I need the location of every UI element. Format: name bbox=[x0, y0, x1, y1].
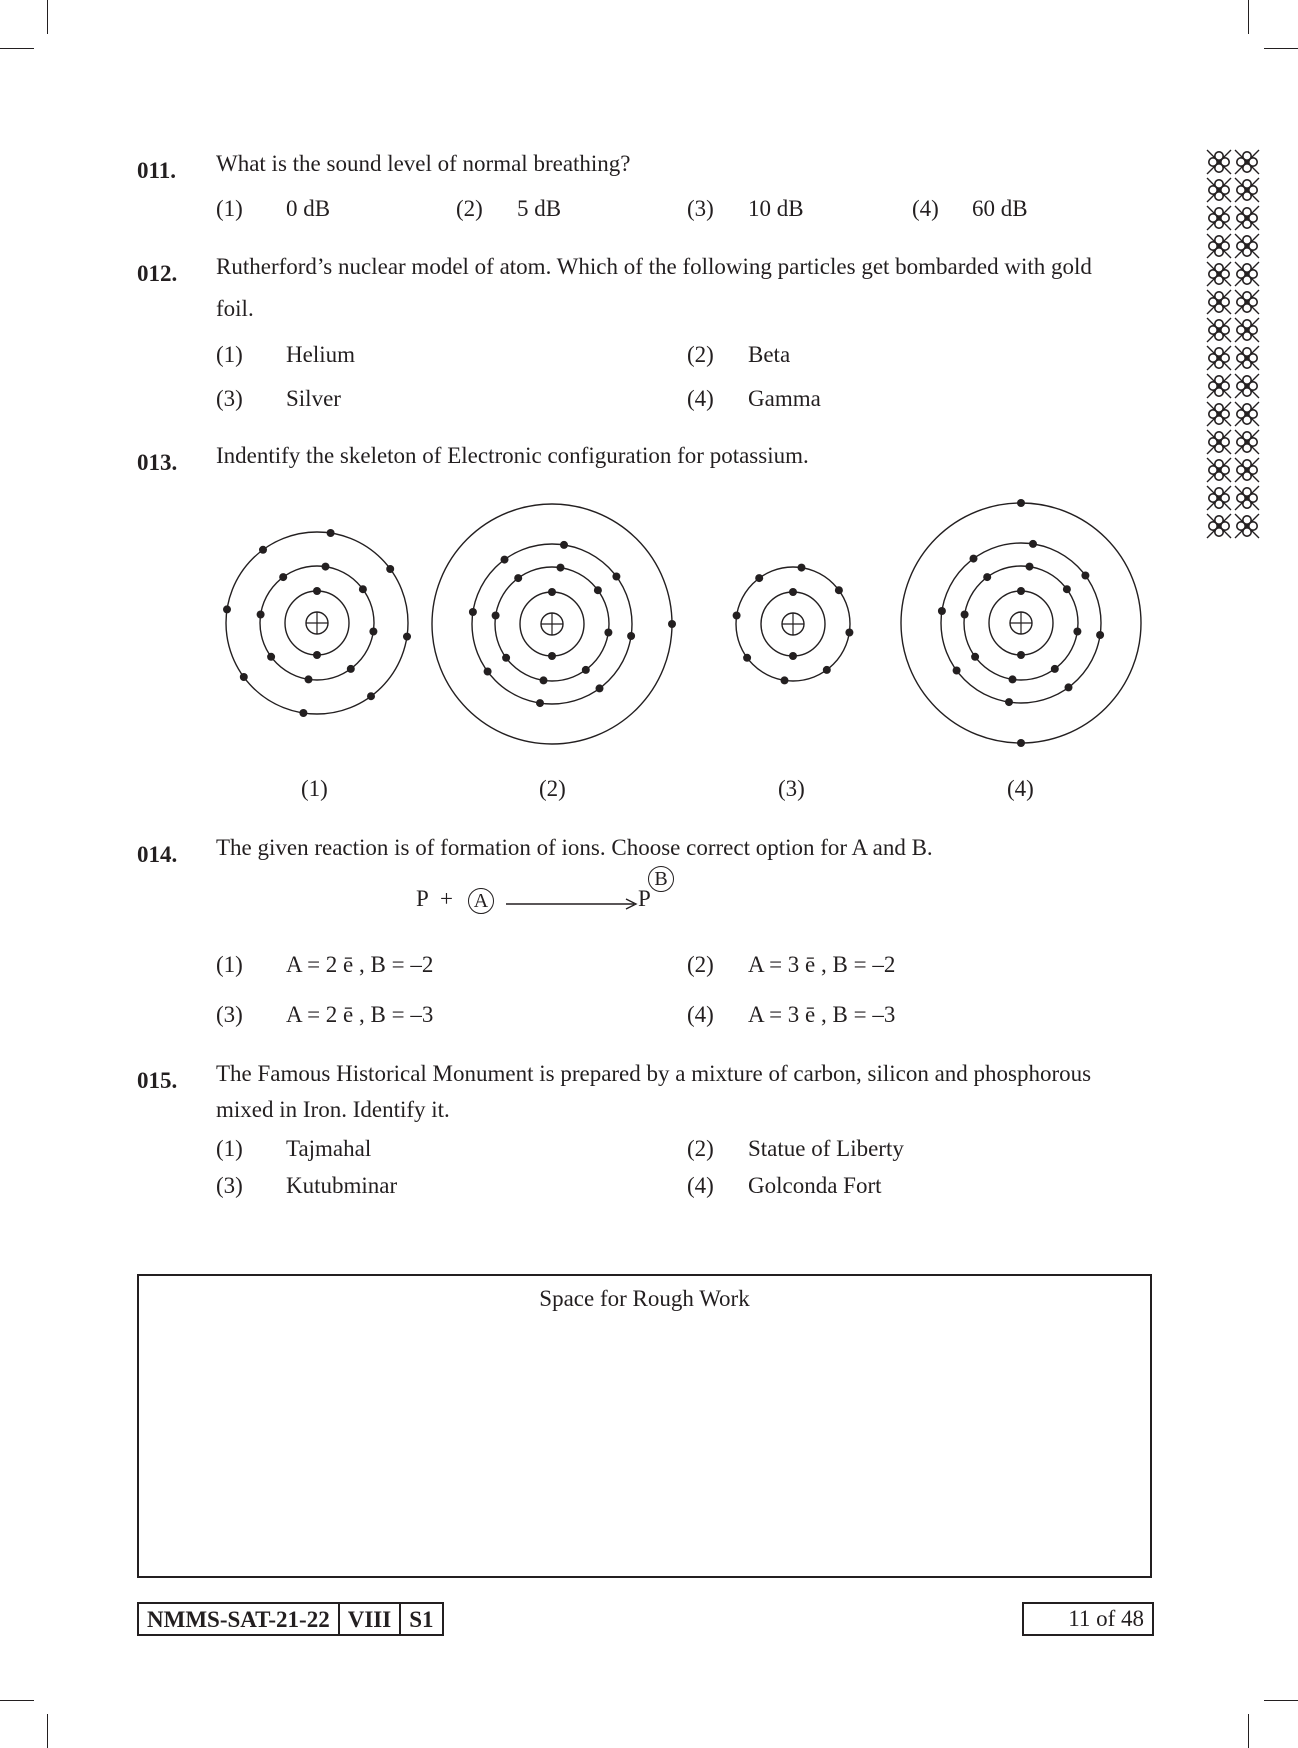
option-number: (1) bbox=[216, 952, 243, 977]
option-number: (3) bbox=[687, 196, 714, 221]
crop-mark bbox=[1248, 0, 1249, 34]
ornament-knot bbox=[1235, 178, 1259, 202]
option-text: Gamma bbox=[748, 386, 821, 411]
reaction-equation bbox=[410, 860, 710, 920]
crop-mark bbox=[1264, 1700, 1298, 1701]
electron bbox=[359, 585, 367, 593]
ornament-knot bbox=[1235, 346, 1259, 370]
label-b: B bbox=[654, 868, 668, 890]
electron bbox=[386, 565, 394, 573]
question-text: What is the sound level of normal breathing? bbox=[216, 151, 631, 176]
rough-work-box bbox=[137, 1274, 1152, 1578]
electron bbox=[257, 611, 265, 619]
electron bbox=[743, 654, 751, 662]
ornament-knot bbox=[1207, 486, 1231, 510]
electron bbox=[789, 652, 797, 660]
question-text: The given reaction is of formation of ions. Choose correct option for A and B. bbox=[216, 835, 933, 860]
electron bbox=[594, 586, 602, 594]
option-text: Tajmahal bbox=[286, 1136, 372, 1161]
electron bbox=[1017, 587, 1025, 595]
electron bbox=[259, 546, 267, 554]
electron bbox=[327, 529, 335, 537]
ornament-knot bbox=[1235, 262, 1259, 286]
figure-label: (4) bbox=[1007, 776, 1034, 801]
electron bbox=[1017, 651, 1025, 659]
ornament-knot bbox=[1207, 262, 1231, 286]
plus-sign: + bbox=[440, 886, 453, 911]
crop-mark bbox=[1264, 48, 1298, 49]
option-number: (2) bbox=[687, 1136, 714, 1161]
option-number: (4) bbox=[912, 196, 939, 221]
atom-diagrams bbox=[200, 490, 1160, 760]
circled-b bbox=[648, 866, 674, 892]
electron bbox=[313, 587, 321, 595]
set-label: S1 bbox=[399, 1604, 441, 1634]
electron bbox=[223, 605, 231, 613]
electron bbox=[548, 588, 556, 596]
electron bbox=[322, 563, 330, 571]
electron bbox=[367, 692, 375, 700]
ornament-knot bbox=[1207, 430, 1231, 454]
reaction-arrow bbox=[506, 898, 640, 910]
ornament-knot bbox=[1235, 150, 1259, 174]
option-number: (2) bbox=[456, 196, 483, 221]
question-number: 014. bbox=[137, 842, 178, 867]
ornament-knot bbox=[1235, 206, 1259, 230]
ornament-knot bbox=[1235, 374, 1259, 398]
electron bbox=[536, 699, 544, 707]
electron bbox=[1096, 631, 1104, 639]
electron bbox=[596, 684, 604, 692]
question-text-line: mixed in Iron. Identify it. bbox=[216, 1097, 450, 1122]
electron bbox=[938, 607, 946, 615]
option-number: (1) bbox=[216, 1136, 243, 1161]
ornament-knot bbox=[1235, 234, 1259, 258]
electron bbox=[755, 574, 763, 582]
electron bbox=[1017, 739, 1025, 747]
ornament-knot bbox=[1235, 402, 1259, 426]
ornament-knot bbox=[1207, 514, 1231, 538]
option-text: A = 3 ē , B = –2 bbox=[748, 952, 896, 977]
electron bbox=[1017, 499, 1025, 507]
ornament-knot bbox=[1235, 458, 1259, 482]
electron bbox=[502, 654, 510, 662]
ornament-knot bbox=[1207, 206, 1231, 230]
option-text: 5 dB bbox=[517, 196, 562, 221]
ornament-knot bbox=[1235, 514, 1259, 538]
footer-exam-code bbox=[137, 1602, 444, 1636]
electron bbox=[845, 629, 853, 637]
electron bbox=[279, 573, 287, 581]
option-text: Beta bbox=[748, 342, 791, 367]
figure-label: (1) bbox=[301, 776, 328, 801]
electron bbox=[961, 611, 969, 619]
ornament-knot bbox=[1235, 290, 1259, 314]
electron bbox=[305, 675, 313, 683]
class-label: VIII bbox=[338, 1604, 399, 1634]
electron bbox=[983, 573, 991, 581]
electron bbox=[299, 709, 307, 717]
atom-diagram bbox=[733, 564, 854, 685]
question-number: 012. bbox=[137, 261, 178, 286]
ornament-knot bbox=[1235, 318, 1259, 342]
ornament-knot bbox=[1207, 178, 1231, 202]
electron bbox=[835, 586, 843, 594]
atom-diagram bbox=[432, 504, 676, 744]
electron bbox=[484, 668, 492, 676]
electron bbox=[1026, 563, 1034, 571]
page-number: 11 of 48 bbox=[1022, 1602, 1154, 1636]
option-number: (3) bbox=[216, 1173, 243, 1198]
ornament-knot bbox=[1235, 486, 1259, 510]
exam-name: NMMS-SAT-21-22 bbox=[147, 1607, 330, 1632]
option-text: 60 dB bbox=[972, 196, 1028, 221]
electron bbox=[514, 574, 522, 582]
question-text: Indentify the skeleton of Electronic configuration for potassium. bbox=[216, 443, 809, 468]
electron bbox=[267, 653, 275, 661]
crop-mark bbox=[0, 1700, 34, 1701]
product: P bbox=[638, 886, 651, 911]
option-number: (1) bbox=[216, 196, 243, 221]
option-number: (2) bbox=[687, 952, 714, 977]
crop-mark bbox=[1248, 1714, 1249, 1748]
electron bbox=[1081, 572, 1089, 580]
electron bbox=[548, 652, 556, 660]
ornament-knot bbox=[1207, 458, 1231, 482]
ornament-knot bbox=[1207, 374, 1231, 398]
option-text: Golconda Fort bbox=[748, 1173, 882, 1198]
electron bbox=[1063, 585, 1071, 593]
rough-work-title: Space for Rough Work bbox=[539, 1286, 750, 1311]
question-text-line: The Famous Historical Monument is prepared by a mixture of carbon, silicon and phosphorous bbox=[216, 1061, 1092, 1086]
option-text: A = 2 ē , B = –3 bbox=[286, 1002, 434, 1027]
electron bbox=[557, 564, 565, 572]
electron bbox=[733, 612, 741, 620]
option-number: (3) bbox=[216, 1002, 243, 1027]
ornament-knot bbox=[1207, 402, 1231, 426]
ornament-knot bbox=[1207, 234, 1231, 258]
ornament-knot bbox=[1207, 318, 1231, 342]
electron bbox=[668, 620, 676, 628]
electron bbox=[1073, 628, 1081, 636]
electron bbox=[627, 632, 635, 640]
electron bbox=[781, 676, 789, 684]
crop-mark bbox=[47, 0, 48, 34]
question-number: 013. bbox=[137, 450, 178, 475]
decorative-ornament-strip bbox=[1204, 148, 1262, 540]
electron bbox=[612, 573, 620, 581]
electron bbox=[789, 588, 797, 596]
figure-label: (3) bbox=[778, 776, 805, 801]
electron bbox=[369, 628, 377, 636]
option-text: Statue of Liberty bbox=[748, 1136, 904, 1161]
electron bbox=[403, 633, 411, 641]
electron bbox=[347, 665, 355, 673]
electron bbox=[953, 667, 961, 675]
electron bbox=[970, 555, 978, 563]
option-number: (4) bbox=[687, 386, 714, 411]
crop-mark bbox=[47, 1714, 48, 1748]
option-text: 0 dB bbox=[286, 196, 331, 221]
electron bbox=[823, 666, 831, 674]
electron bbox=[604, 629, 612, 637]
option-text: 10 dB bbox=[748, 196, 804, 221]
reactant: P bbox=[416, 886, 429, 911]
atom-diagram bbox=[223, 529, 411, 717]
electron bbox=[1005, 698, 1013, 706]
ornament-knot bbox=[1207, 150, 1231, 174]
electron bbox=[560, 541, 568, 549]
ornament-knot bbox=[1235, 430, 1259, 454]
ornament-knot bbox=[1207, 290, 1231, 314]
option-text: Kutubminar bbox=[286, 1173, 398, 1198]
circled-a bbox=[468, 888, 494, 914]
electron bbox=[540, 676, 548, 684]
figure-label: (2) bbox=[539, 776, 566, 801]
electron bbox=[1009, 675, 1017, 683]
option-number: (3) bbox=[216, 386, 243, 411]
electron bbox=[313, 651, 321, 659]
label-a: A bbox=[473, 890, 489, 912]
option-number: (2) bbox=[687, 342, 714, 367]
option-number: (4) bbox=[687, 1173, 714, 1198]
electron bbox=[501, 556, 509, 564]
electron bbox=[240, 673, 248, 681]
electron bbox=[1029, 540, 1037, 548]
electron bbox=[798, 564, 806, 572]
electron bbox=[971, 653, 979, 661]
option-number: (1) bbox=[216, 342, 243, 367]
question-number: 015. bbox=[137, 1068, 178, 1093]
question-text-line: foil. bbox=[216, 296, 254, 321]
electron bbox=[492, 612, 500, 620]
electron bbox=[1065, 683, 1073, 691]
electron bbox=[1051, 665, 1059, 673]
option-text: A = 2 ē , B = –2 bbox=[286, 952, 434, 977]
atom-diagram bbox=[901, 499, 1141, 747]
option-number: (4) bbox=[687, 1002, 714, 1027]
electron bbox=[469, 608, 477, 616]
electron bbox=[582, 666, 590, 674]
crop-mark bbox=[0, 48, 34, 49]
ornament-knot bbox=[1207, 346, 1231, 370]
question-text-line: Rutherford’s nuclear model of atom. Which of the following particles get bombarded with gold bbox=[216, 254, 1092, 279]
option-text: A = 3 ē , B = –3 bbox=[748, 1002, 896, 1027]
option-text: Silver bbox=[286, 386, 341, 411]
option-text: Helium bbox=[286, 342, 355, 367]
question-number: 011. bbox=[137, 158, 176, 183]
